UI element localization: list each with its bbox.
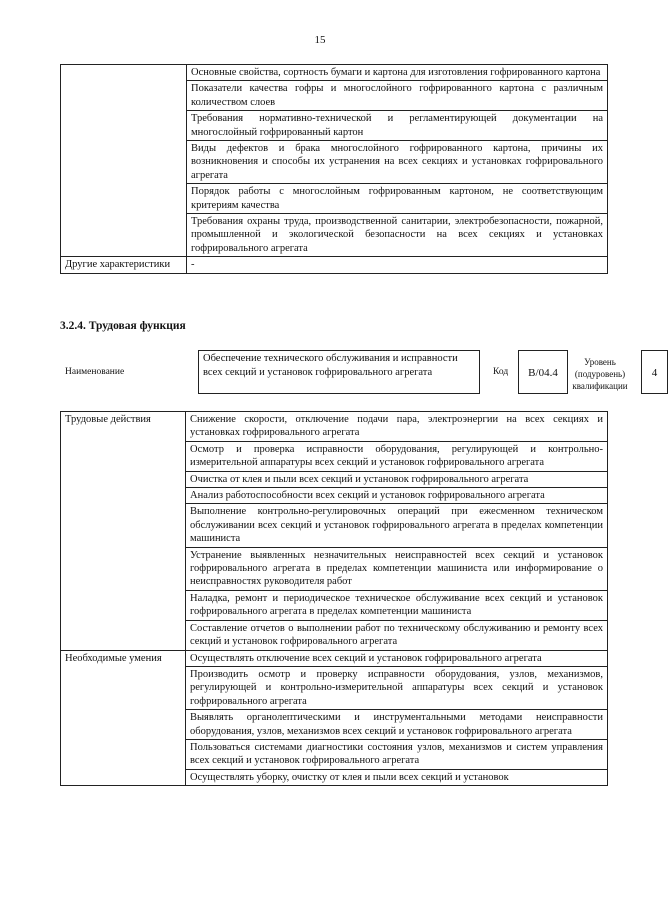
labor-function-table bbox=[60, 411, 608, 786]
empty-label-cell bbox=[61, 65, 187, 257]
labor-function-header bbox=[60, 350, 658, 398]
other-characteristics-value: - bbox=[187, 257, 608, 273]
section-heading: 3.2.4. Трудовая функция bbox=[60, 320, 186, 332]
knowledge-item: Порядок работы с многослойным гофрированным картоном, не соответствующим критериям качества bbox=[187, 184, 608, 214]
knowledge-item: Виды дефектов и брака многослойного гофрированного картона, причины их возникновения и способы их устранения на всех секциях и установках гофрировального агрегата bbox=[187, 141, 608, 184]
labor-action-item: Анализ работоспособности всех секций и установок гофрировального агрегата bbox=[186, 488, 608, 504]
level-label: Уровень (подуровень) квалификации bbox=[572, 357, 628, 391]
labor-action-item: Очистка от клея и пыли всех секций и установок гофрировального агрегата bbox=[186, 471, 608, 487]
function-code: В/04.4 bbox=[518, 350, 568, 394]
knowledge-item: Требования охраны труда, производственной санитарии, электробезопасности, пожарной, промышленной и экологической безопасности на всех секциях и установках гофрировального агрегата bbox=[187, 214, 608, 257]
other-characteristics-label: Другие характеристики bbox=[61, 257, 187, 273]
labor-action-item: Наладка, ремонт и периодическое техническое обслуживание всех секций и установок гофрировального агрегата в пределах компетенции машиниста bbox=[186, 590, 608, 620]
knowledge-item: Показатели качества гофры и многослойного гофрированного картона с различным количеством слоев bbox=[187, 81, 608, 111]
labor-action-item: Выполнение контрольно-регулировочных операций при ежесменном техническом обслуживании всех секций и установок гофрировального агрегата в пределах компетенции машиниста bbox=[186, 504, 608, 547]
labor-action-item: Устранение выявленных незначительных неисправностей всех секций и установок гофрировального агрегата в пределах компетенции машиниста или информирование о неисправностях руководителя работ bbox=[186, 547, 608, 590]
qualification-level: 4 bbox=[641, 350, 668, 394]
knowledge-table-continuation bbox=[60, 64, 608, 274]
skill-item: Пользоваться системами диагностики состояния узлов, механизмов и систем управления всех секций и установок гофрировального агрегата bbox=[186, 739, 608, 769]
skill-item: Производить осмотр и проверку исправности оборудования, узлов, механизмов, регулирующей и контрольно-измерительной аппаратуры всех секций и установок гофрировального агрегата bbox=[186, 666, 608, 709]
knowledge-item: Основные свойства, сортность бумаги и картона для изготовления гофрированного картона bbox=[187, 65, 608, 81]
skill-item: Выявлять органолептическими и инструментальными методами неисправности оборудования, узлов, механизмов всех секций и установок гофрировального агрегата bbox=[186, 710, 608, 740]
knowledge-item: Требования нормативно-технической и регламентирующей документации на многослойный гофрированный картон bbox=[187, 111, 608, 141]
name-label: Наименование bbox=[65, 367, 125, 377]
labor-action-item: Снижение скорости, отключение подачи пара, электроэнергии на всех секциях и установках гофрировального агрегата bbox=[186, 412, 608, 442]
labor-actions-label: Трудовые действия bbox=[61, 412, 186, 651]
labor-action-item: Составление отчетов о выполнении работ по техническому обслуживанию и ремонту всех секций и установок гофрировального агрегата bbox=[186, 620, 608, 650]
skill-item: Осуществлять отключение всех секций и установок гофрировального агрегата bbox=[186, 650, 608, 666]
skill-item: Осуществлять уборку, очистку от клея и пыли всех секций и установок bbox=[186, 769, 608, 785]
labor-action-item: Осмотр и проверка исправности оборудования, регулирующей и контрольно-измерительной аппаратуры всех секций и установок гофрировального агрегата bbox=[186, 441, 608, 471]
page-number: 15 bbox=[314, 34, 326, 46]
code-label: Код bbox=[493, 367, 509, 377]
required-skills-label: Необходимые умения bbox=[61, 650, 186, 786]
function-name: Обеспечение технического обслуживания и исправности всех секций и установок гофрировального агрегата bbox=[198, 350, 480, 394]
